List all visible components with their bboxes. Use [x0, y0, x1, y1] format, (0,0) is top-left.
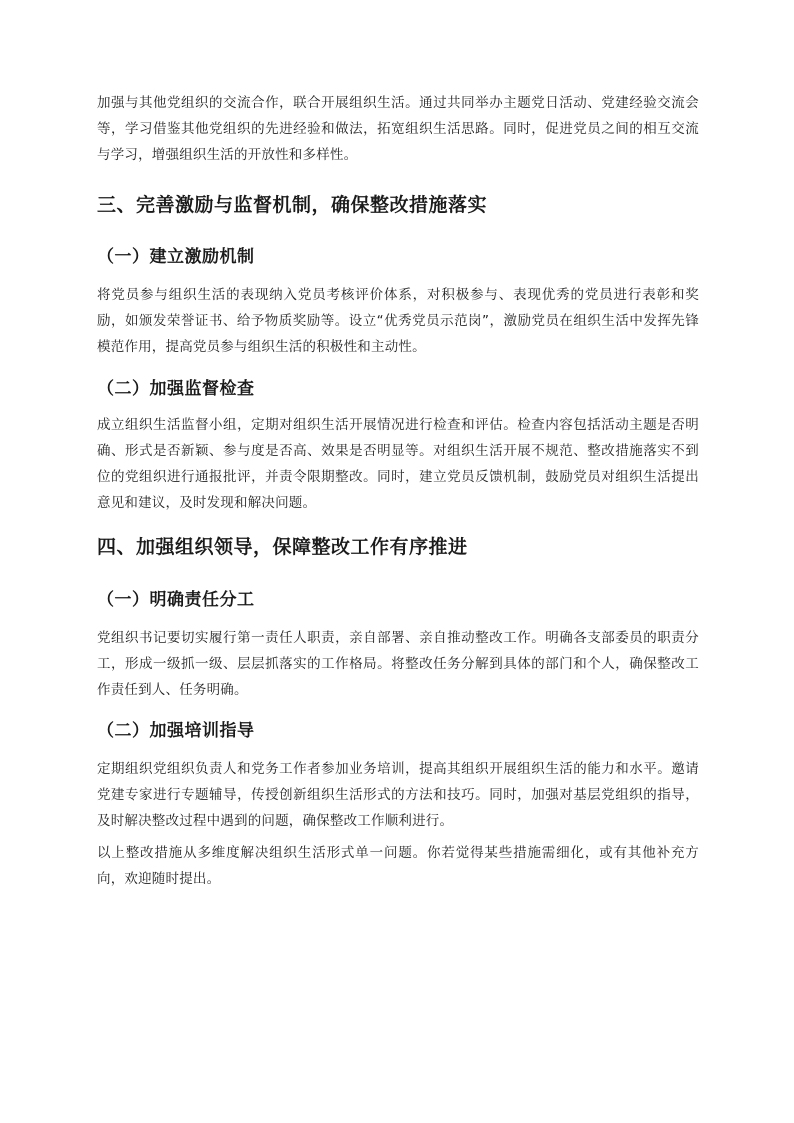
subheading-incentive-mechanism: （一）建立激励机制: [97, 247, 255, 267]
paragraph-responsibility-division: 党组织书记要切实履行第一责任人职责，亲自部署、亲自推动整改工作。明确各支部委员的职责分工，形成一级抓一级、层层抓落实的工作格局。将整改任务分解到具体的部门和个人，确保整改工作责任到人、任务明确。: [97, 630, 699, 698]
subheading-supervision-inspection: （二）加强监督检查: [97, 379, 255, 399]
paragraph-training-guidance: 定期组织党组织负责人和党务工作者参加业务培训，提高其组织开展组织生活的能力和水平。邀请党建专家进行专题辅导，传授创新组织生活形式的方法和技巧。同时，加强对基层党组织的指导，及时解决整改过程中遇到的问题，确保整改工作顺利进行。: [97, 761, 699, 829]
paragraph-closing-note: 以上整改措施从多维度解决组织生活形式单一问题。你若觉得某些措施需细化，或有其他补充方向，欢迎随时提出。: [97, 845, 699, 887]
section-heading-incentive-supervision: 三、完善激励与监督机制，确保整改措施落实: [97, 194, 488, 216]
paragraph-incentive-mechanism: 将党员参与组织生活的表现纳入党员考核评价体系，对积极参与、表现优秀的党员进行表彰和奖励，如颁发荣誉证书、给予物质奖励等。设立“优秀党员示范岗”，激励党员在组织生活中发挥先锋模范作用，提高党员参与组织生活的积极性和主动性。: [97, 287, 699, 355]
subheading-responsibility-division: （一）明确责任分工: [97, 590, 255, 610]
paragraph-supervision-inspection: 成立组织生活监督小组，定期对组织生活开展情况进行检查和评估。检查内容包括活动主题是否明确、形式是否新颖、参与度是否高、效果是否明显等。对组织生活开展不规范、整改措施落实不到位的党组织进行通报批评，并责令限期整改。同时，建立党员反馈机制，鼓励党员对组织生活提出意见和建议，及时发现和解决问题。: [97, 417, 699, 511]
subheading-training-guidance: （二）加强培训指导: [97, 721, 255, 741]
paragraph-exchange-cooperation: 加强与其他党组织的交流合作，联合开展组织生活。通过共同举办主题党日活动、党建经验交流会等，学习借鉴其他党组织的先进经验和做法，拓宽组织生活思路。同时，促进党员之间的相互交流与学习，增强组织生活的开放性和多样性。: [97, 95, 699, 163]
section-heading-leadership: 四、加强组织领导，保障整改工作有序推进: [97, 536, 468, 558]
